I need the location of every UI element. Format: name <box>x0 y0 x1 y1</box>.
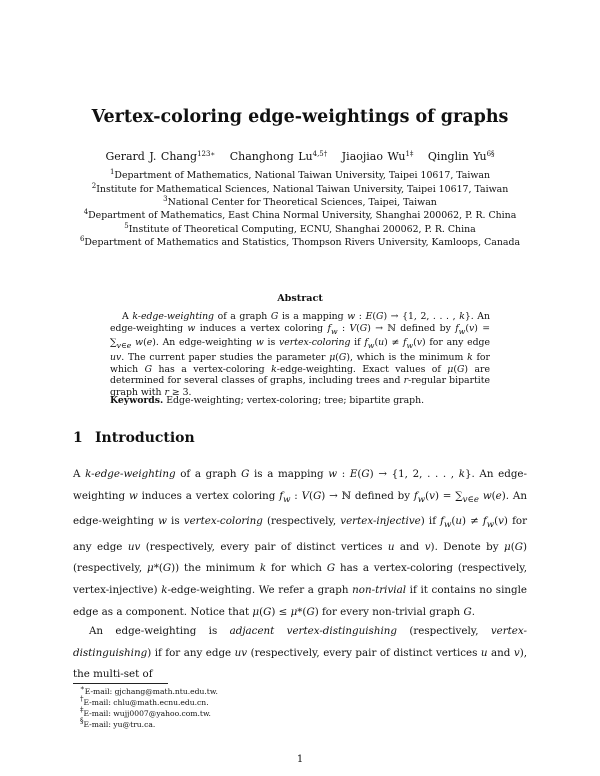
footnote-rule <box>73 683 168 684</box>
footnote: ‡E-mail: wujj0007@yahoo.com.tw. <box>80 706 211 718</box>
footnote: ∗E-mail: gjchang@math.ntu.edu.tw. <box>80 684 218 696</box>
section-heading: 1 Introduction <box>73 430 195 446</box>
author: Gerard J. Chang$^{123∗}$ <box>105 150 216 163</box>
keywords: Keywords. Edge-weighting; vertex-coloring; tree; bipartite graph. <box>110 395 425 406</box>
page-number: 1 <box>296 754 304 765</box>
author: Jiaojiao $Wu^{1\ddagger}$ <box>341 150 414 163</box>
abstract-body: A k-edge-weighting of a graph G is a mapping w : E(G) → {1, 2, . . . , k}. An edge-weighting w induces a vertex coloring $f_w$ : V(G) → ℕ defined by $f_w(v) = \sum_{v\in e}$ w(e). An edge-weighting w is vertex-coloring if $f_w(u) \ne f_w(v)$ for any edge uv. The current paper studies the parameter μ(G), which is the minimum k for which G has a vertex-coloring k-edge-weighting. Exact values of μ(G) are determined for several classes of graphs, including trees and r-regular bipartite graph with r ≥ 3. <box>110 311 491 398</box>
affiliation: $^3$National Center for Theoretical Sciences, Taipei, Taiwan <box>163 195 437 208</box>
abstract-heading: Abstract <box>277 293 323 304</box>
footnote: §E-mail: yu@tru.ca. <box>80 717 156 729</box>
affiliation: $^6$Department of Mathematics and Statistics, Thompson Rivers University, Kamloops, Canada <box>79 235 521 248</box>
affiliation: $^4$Department of Mathematics, East China Normal University, Shanghai 200062, P. R. China <box>83 208 517 221</box>
author: Qinglin $Yu^{6\S}$ <box>427 150 495 163</box>
affiliation: $^1$Department of Mathematics, National Taiwan University, Taipei 10617, Taiwan <box>109 168 491 181</box>
affiliation: $^2$Institute for Mathematical Sciences, National Taiwan University, Taipei 10617, Taiwan <box>91 182 509 195</box>
intro-paragraph: A k-edge-weighting of a graph G is a mapping w : E(G) → {1, 2, . . . , k}. An edge-weighting w induces a vertex coloring $f_w$ : V(G) → ℕ defined by $f_w(v) = \sum_{v\in e}$ w(e). An edge-weighting w is vertex-coloring (respectively, vertex-injective) if $f_w(u) \ne f_w(v)$ for any edge uv (respectively, every pair of distinct vertices u and v). Denote by μ(G) (respectively, μ*(G)) the minimum k for which G has a vertex-coloring (respectively, vertex-injective) k-edge-weighting. We refer a graph non-trivial if it contains no single edge as a component. Notice that μ(G) ≤ μ*(G) for every non-trivial graph G. <box>73 468 528 618</box>
intro-paragraph: An edge-weighting is adjacent vertex-distinguishing (respectively, vertex-distinguishing) if for any edge uv (respectively, every pair of distinct vertices u and v), the multi-set of <box>73 625 527 681</box>
footnote: †E-mail: chlu@math.ecnu.edu.cn. <box>80 695 209 707</box>
author-list <box>0 150 600 163</box>
author: Changhong $Lu^{4,5\dagger}$ <box>229 150 328 163</box>
affiliation: $^5$Institute of Theoretical Computing, ECNU, Shanghai 200062, P. R. China <box>124 222 476 235</box>
paper-title: Vertex-coloring edge-weightings of graphs <box>91 107 509 127</box>
